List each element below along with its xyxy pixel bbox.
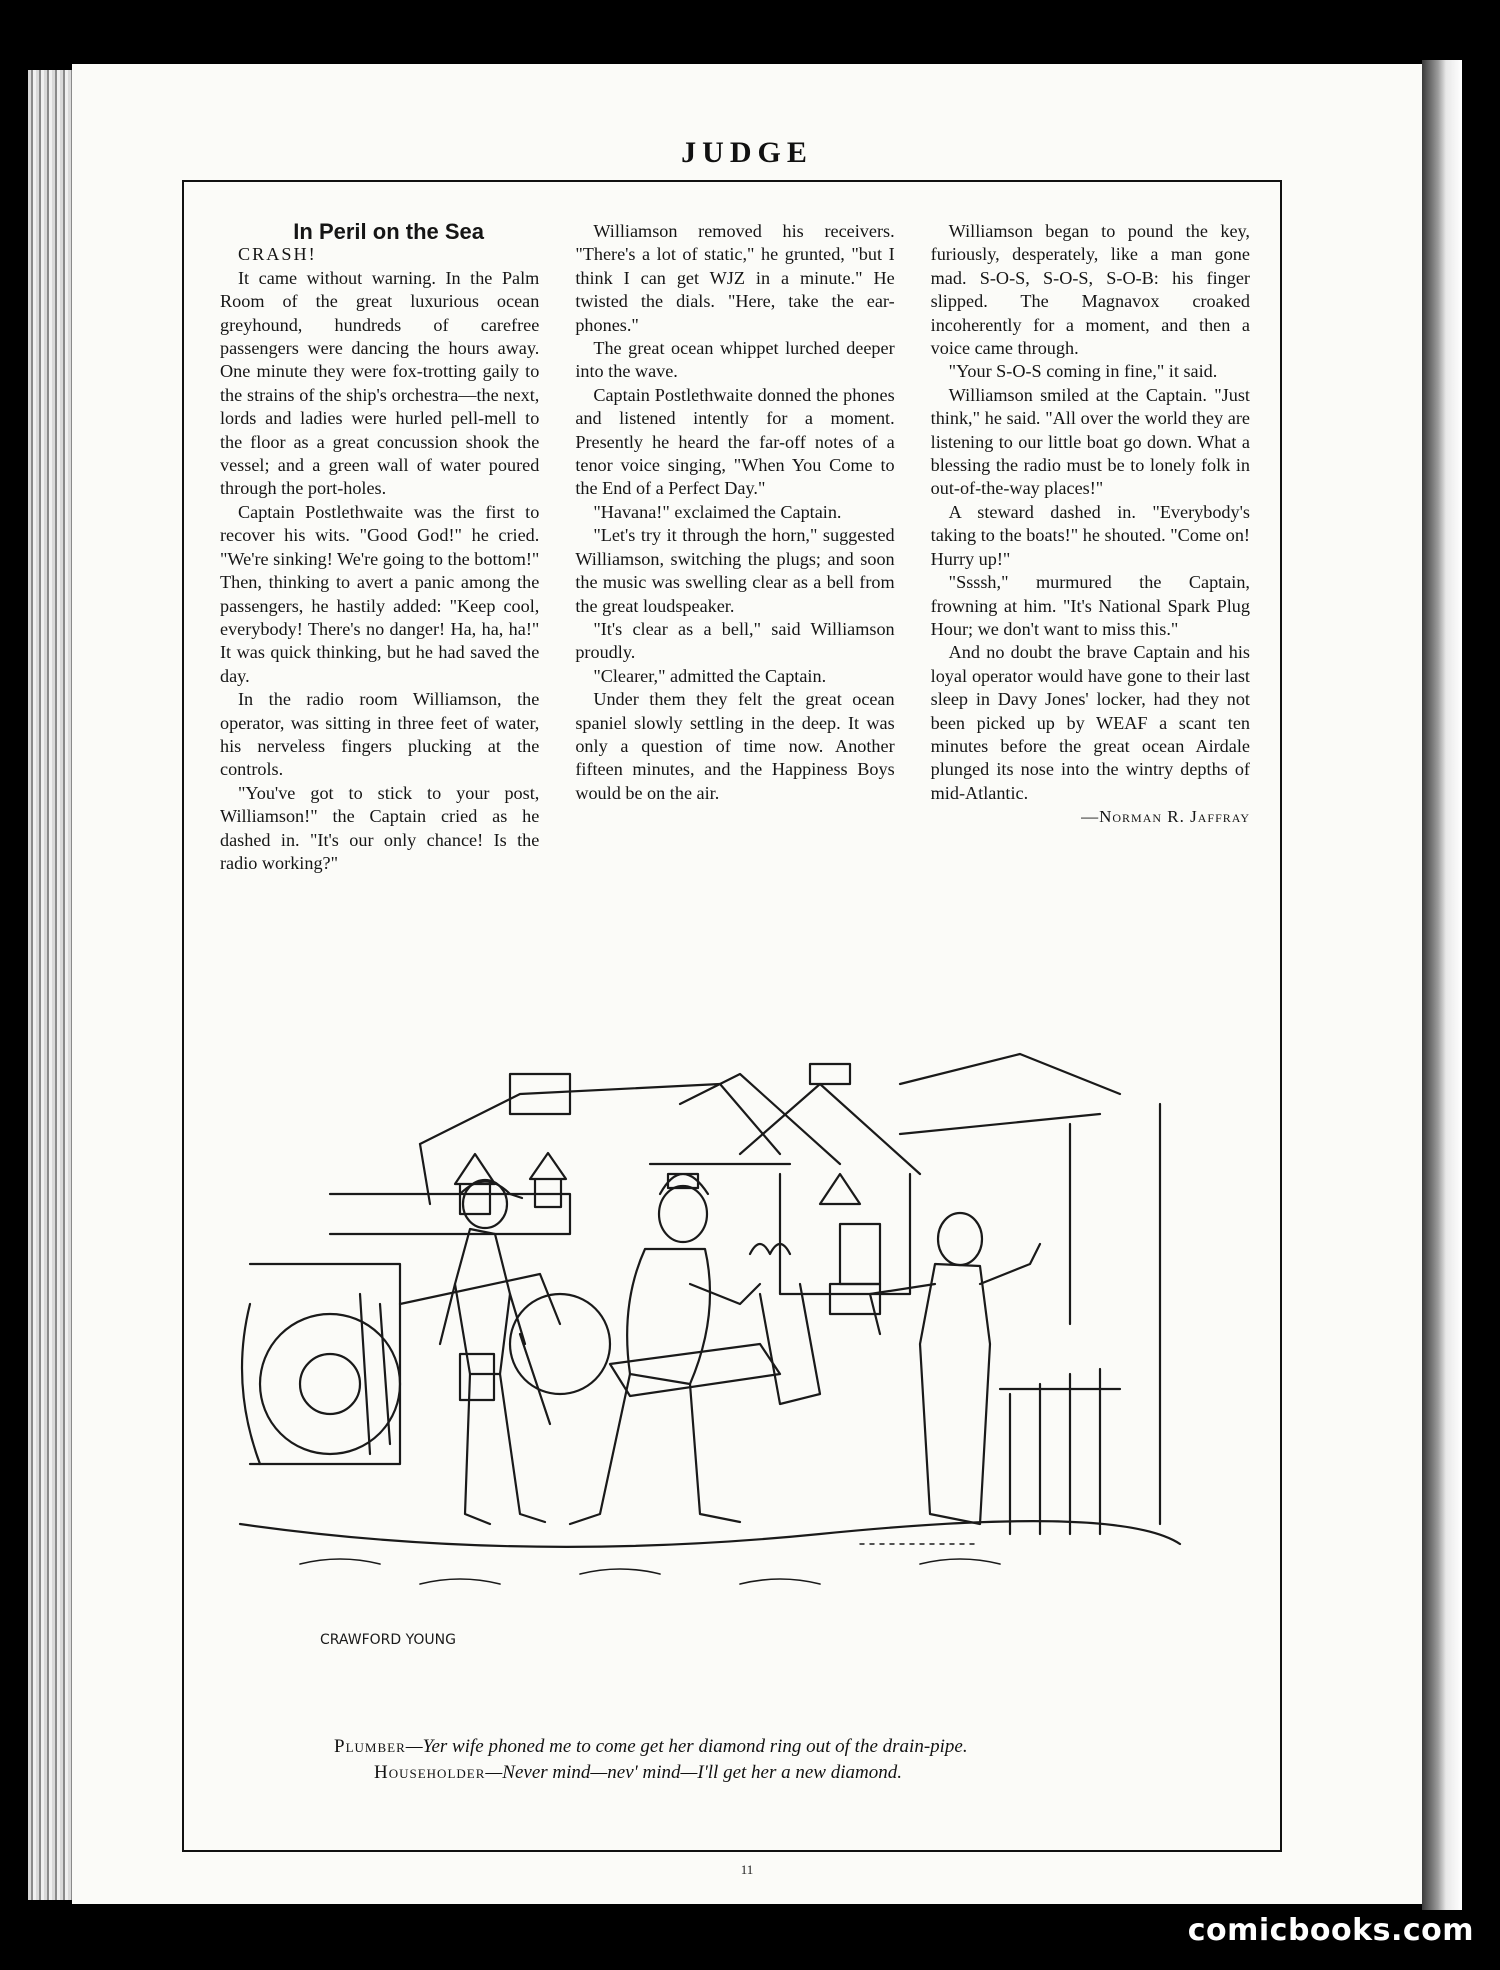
- paragraph: "You've got to stick to your post, Williamson!" the Captain cried as he dashed in. "It's our only chance! Is the radio working?": [220, 782, 540, 873]
- car-drawing: [242, 1264, 610, 1464]
- paragraph: Williamson smiled at the Captain. "Just think," he said. "All over the world they are listening to our little boat go down. What a blessing the radio must be to lonely folk in out-of-the-way places!": [930, 384, 1250, 499]
- article-crash: CRASH!: [238, 244, 317, 265]
- cartoon-caption: [334, 1734, 1134, 1786]
- paragraph: In the radio room Williamson, the operator, was sitting in three feet of water, his nerveless fingers plucking at the controls.: [220, 689, 540, 780]
- facing-page-edge: [1422, 60, 1462, 1910]
- cartoon-illustration: [220, 1044, 1250, 1734]
- byline: [931, 805, 1250, 828]
- artist-signature: CRAWFORD YOUNG: [320, 1632, 456, 1648]
- paragraph: The great ocean whippet lurched deeper into the wave.: [575, 338, 895, 382]
- watermark: comicbooks.com: [1187, 1913, 1474, 1948]
- magazine-page: [72, 64, 1422, 1904]
- speaker-plumber: Plumber: [334, 1736, 406, 1757]
- plumber-figure: [570, 1174, 820, 1524]
- householder-figure: [830, 1213, 1120, 1534]
- paragraph: Captain Postlethwaite was the first to recover his wits. "Good God!" he cried. "We're sinking! We're going to the bottom!" Then, thinking to avert a panic among the passengers, he hastily added: "Keep cool, everybody! There's no danger! Ha, ha, ha!" It was quick thinking, but he had saved the day.: [220, 501, 540, 686]
- caption-line-2: [334, 1760, 1134, 1786]
- column-1: [220, 220, 539, 1180]
- speaker-householder: Householder: [374, 1762, 486, 1783]
- paragraph: It came without warning. In the Palm Room of the great luxurious ocean greyhound, hundreds of carefree passengers were dancing the hours away. One minute they were fox-trotting gaily to the strains of the ship's orchestra—the next, lords and ladies were hurled pell-mell to the floor as a great concussion shook the vessel; and a green wall of water poured through the port-holes.: [220, 267, 540, 499]
- paragraph: "Ssssh," murmured the Captain, frowning at him. "It's National Spark Plug Hour; we don't want to miss this.": [930, 572, 1250, 639]
- paragraph: And no doubt the brave Captain and his loyal operator would have gone to their last sleep in Davy Jones' locker, had they not been picked up by WEAF a scant ten minutes before the great ocean Airdale plunged its nose into the wintry depths of mid-Atlantic.: [930, 642, 1250, 803]
- content-frame: [182, 180, 1282, 1852]
- article-title: In Peril on the Sea: [293, 219, 485, 244]
- caption-text-1: —Yer wife phoned me to come get her diamond ring out of the drain-pipe.: [405, 1736, 968, 1757]
- paragraph: Williamson began to pound the key, furiously, desperately, like a man gone mad. S-O-S, S-O-S, S-O-B: his finger slipped. The Magnavox croaked incoherently for a moment, and then a voice came through.: [930, 221, 1250, 359]
- paragraph: Under them they felt the great ocean spaniel slowly settling in the deep. It was only a question of time now. Another fifteen minutes, and the Happiness Boys would be on the air.: [575, 689, 895, 803]
- page-stack: [28, 70, 76, 1900]
- byline-text: —Norman R. Jaffray: [1081, 807, 1250, 827]
- paragraph: "It's clear as a bell," said Williamson proudly.: [575, 618, 895, 663]
- caption-line-1: [334, 1734, 1134, 1760]
- caption-text-2: —Never mind—nev' mind—I'll get her a new diamond.: [485, 1762, 902, 1783]
- paragraph: "Havana!" exclaimed the Captain.: [593, 501, 842, 522]
- paragraph: "Let's try it through the horn," suggested Williamson, switching the plugs; and soon the music was swelling clear as a bell from the great loudspeaker.: [575, 525, 895, 616]
- column-2: [575, 220, 894, 1180]
- paragraph: "Your S-O-S coming in fine," it said.: [948, 361, 1218, 382]
- apprentice-figure: [440, 1180, 550, 1524]
- page-number: 11: [740, 1862, 754, 1877]
- paragraph: Williamson removed his receivers. "There's a lot of static," he grunted, "but I think I can get WJZ in a minute." He twisted the dials. "Here, take the ear-phones.": [575, 221, 895, 335]
- running-head: JUDGE: [681, 136, 813, 169]
- paragraph: A steward dashed in. "Everybody's taking to the boats!" he shouted. "Come on! Hurry up!": [930, 501, 1250, 569]
- column-3: [931, 220, 1250, 1180]
- paragraph: "Clearer," admitted the Captain.: [593, 665, 827, 686]
- article: [220, 220, 1250, 1180]
- paragraph: Captain Postlethwaite donned the phones and listened intently for a moment. Presently he heard the far-off notes of a tenor voice singing, "When You Come to the End of a Perfect Day.": [575, 384, 895, 499]
